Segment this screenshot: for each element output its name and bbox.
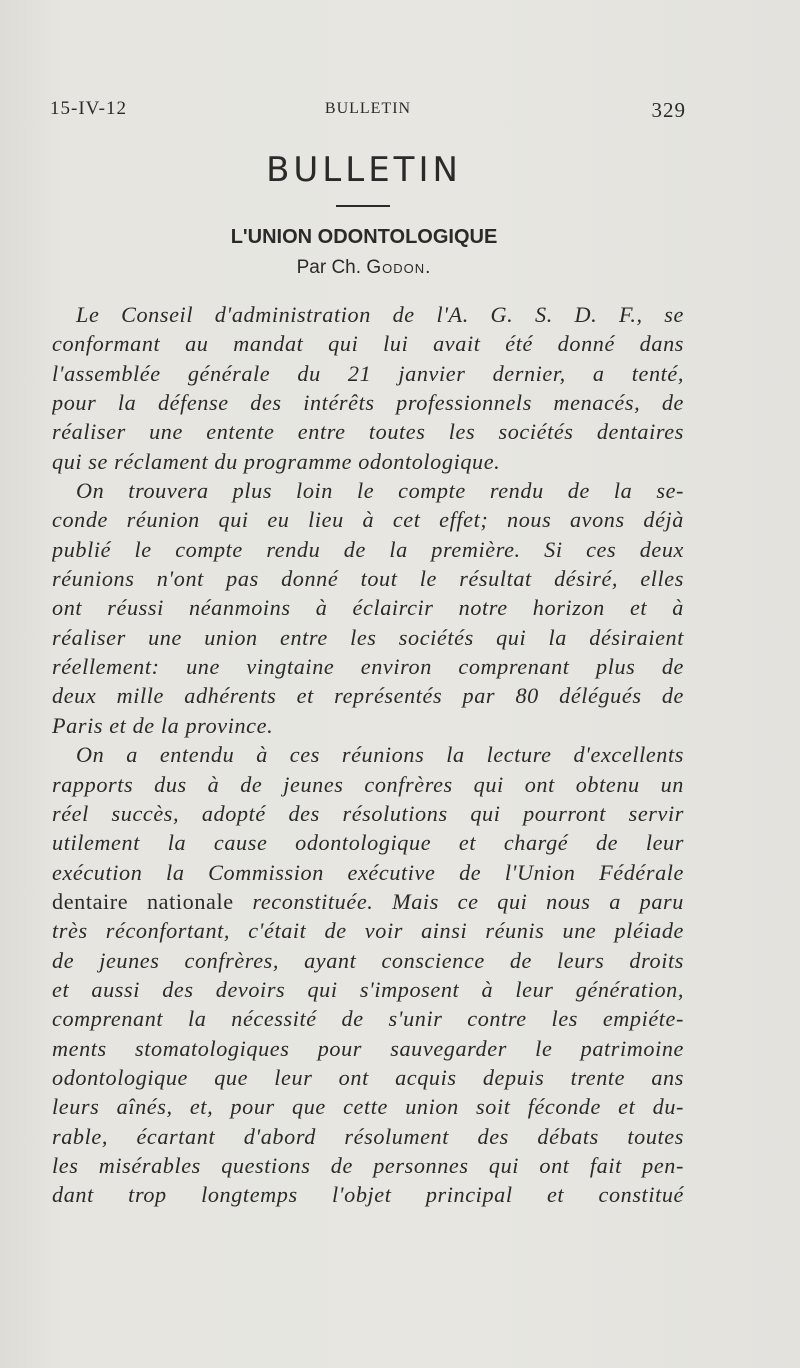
text-line: On trouvera plus loin le compte rendu de la se- <box>76 478 684 504</box>
author-name: Godon. <box>366 257 432 278</box>
text-line: publié le compte rendu de la première. Si ces deux <box>52 536 684 562</box>
text-line: comprenant la nécessité de s'unir contre les empiéte- <box>52 1006 684 1032</box>
running-title: BULLETIN <box>324 100 412 117</box>
text-line-mixed <box>52 887 684 916</box>
text-line: de jeunes confrères, ayant conscience de leurs droits <box>52 947 684 973</box>
text-line: Paris et de la province. <box>52 712 274 738</box>
issue-date: 15-IV-12 <box>50 98 127 119</box>
article-body <box>52 300 684 1210</box>
text-line: exécution la Commission exécutive de l'Union Fédérale <box>52 859 684 885</box>
text-line: rapports dus à de jeunes confrères qui ont obtenu un <box>52 771 684 797</box>
text-line: utilement la cause odontologique et chargé de leur <box>52 830 684 856</box>
text-line: l'assemblée générale du 21 janvier dernier, a tenté, <box>52 360 684 386</box>
running-head <box>50 98 686 128</box>
text-line: odontologique que leur ont acquis depuis trente ans <box>52 1064 684 1090</box>
text-line: réel succès, adopté des résolutions qui pourront servir <box>52 800 684 826</box>
text-line: réellement: une vingtaine environ comprenant plus de <box>52 654 684 680</box>
text-line: très réconfortant, c'était de voir ainsi réunis une pléiade <box>52 918 684 944</box>
text-line: rable, écartant d'abord résolument des débats toutes <box>52 1123 684 1149</box>
text-line: ont réussi néanmoins à éclaircir notre horizon et à <box>52 595 684 621</box>
section-title: BULLETIN <box>266 150 462 190</box>
text-line: conformant au mandat qui lui avait été donné dans <box>52 331 684 357</box>
text-line: conde réunion qui eu lieu à cet effet; nous avons déjà <box>52 507 684 533</box>
byline-prefix: Par Ch. <box>296 257 362 278</box>
byline <box>0 257 728 279</box>
text-line: pour la défense des intérêts professionnels menacés, de <box>52 390 684 416</box>
text-line: leurs aînés, et, pour que cette union soit féconde et du- <box>52 1094 684 1120</box>
text-line: Le Conseil d'administration de l'A. G. S. D. F., se <box>76 302 684 327</box>
text-line: deux mille adhérents et représentés par 80 délégués de <box>52 683 684 709</box>
italic-text: reconstituée. Mais ce qui nous a paru <box>252 888 684 914</box>
text-line: ments stomatologiques pour sauvegarder le patrimoine <box>52 1035 684 1061</box>
text-line: réaliser une union entre les sociétés qui la désiraient <box>52 624 684 650</box>
text-line: et aussi des devoirs qui s'imposent à leur génération, <box>52 976 684 1002</box>
text-line: On a entendu à ces réunions la lecture d'excellents <box>76 742 684 768</box>
text-line: réunions n'ont pas donné tout le résultat désiré, elles <box>52 566 684 592</box>
text-line: les misérables questions de personnes qui ont fait pen- <box>52 1152 684 1178</box>
text-line: qui se réclament du programme odontologique. <box>52 448 501 474</box>
article-heading: L'UNION ODONTOLOGIQUE <box>230 226 498 248</box>
title-rule <box>336 205 390 207</box>
text-line: réaliser une entente entre toutes les sociétés dentaires <box>52 419 684 445</box>
text-line: dant trop longtemps l'objet principal et constitué <box>52 1182 684 1208</box>
page-number: 329 <box>651 98 686 122</box>
upright-text: dentaire nationale <box>52 888 234 914</box>
